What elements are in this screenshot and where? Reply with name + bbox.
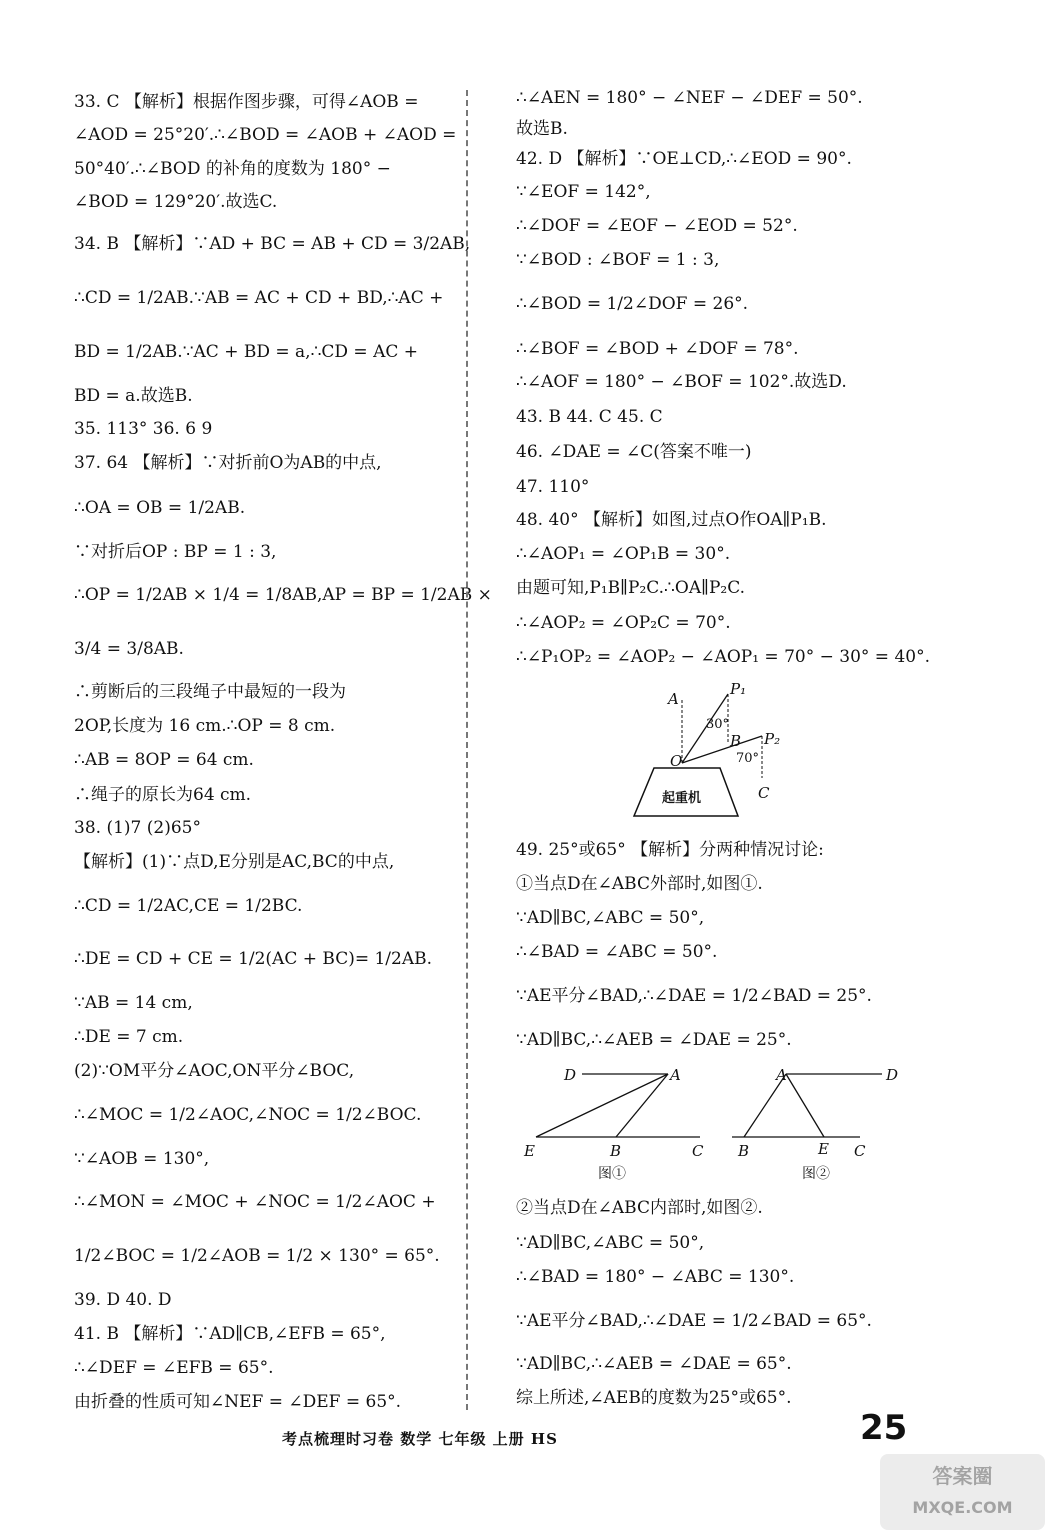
- right-line-8: ∴∠AOF = 180° − ∠BOF = 102°.故选D.: [516, 372, 847, 392]
- right-line-10: 46. ∠DAE = ∠C(答案不唯一): [516, 442, 752, 462]
- page-number: 25: [860, 1408, 908, 1448]
- watermark-text-url: MXQE.COM: [912, 1498, 1013, 1517]
- label-p1: P₁: [730, 680, 747, 698]
- figure-49-2: [726, 1062, 906, 1186]
- label-d: D: [886, 1066, 899, 1084]
- right-line-19: ∵AD∥BC,∠ABC = 50°,: [516, 908, 705, 928]
- left-line-14: ∴剪断后的三段绳子中最短的一段为: [74, 682, 346, 702]
- left-line-26: ∵∠AOB = 130°,: [74, 1149, 210, 1169]
- left-line-7: BD = a.故选B.: [74, 386, 193, 406]
- crane-label: 起重机: [662, 791, 702, 806]
- right-line-21: ∵AE平分∠BAD,∴∠DAE = 1/2∠BAD = 25°.: [516, 986, 872, 1006]
- right-line-7: ∴∠BOF = ∠BOD + ∠DOF = 78°.: [516, 339, 799, 359]
- right-line-17: 49. 25°或65° 【解析】分两种情况讨论:: [516, 840, 824, 860]
- right-line-11: 47. 110°: [516, 477, 590, 497]
- left-line-10: ∴OA = OB = 1/2AB.: [74, 498, 246, 518]
- label-c: C: [758, 784, 770, 802]
- left-line-18: 38. (1)7 (2)65°: [74, 818, 201, 838]
- right-line-22: ∵AD∥BC,∴∠AEB = ∠DAE = 25°.: [516, 1030, 792, 1050]
- column-divider: [466, 90, 468, 1410]
- label-b: B: [730, 732, 742, 750]
- left-line-15: 2OP,长度为 16 cm.∴OP = 8 cm.: [74, 716, 336, 736]
- caption-fig2: 图②: [802, 1166, 830, 1182]
- right-line-28: 综上所述,∠AEB的度数为25°或65°.: [516, 1388, 792, 1408]
- label-b: B: [610, 1142, 622, 1160]
- right-line-15: ∴∠AOP₂ = ∠OP₂C = 70°.: [516, 613, 731, 633]
- right-line-3: ∵∠EOF = 142°,: [516, 182, 651, 202]
- label-c: C: [692, 1142, 704, 1160]
- left-line-2: 50°40′.∴∠BOD 的补角的度数为 180° −: [74, 159, 391, 179]
- left-line-5: ∴CD = 1/2AB.∵AB = AC + CD + BD,∴AC +: [74, 288, 444, 308]
- right-line-27: ∵AD∥BC,∴∠AEB = ∠DAE = 65°.: [516, 1354, 792, 1374]
- label-a: A: [670, 1066, 681, 1084]
- label-d: D: [564, 1066, 577, 1084]
- right-line-18: ①当点D在∠ABC外部时,如图①.: [516, 874, 763, 894]
- left-line-9: 37. 64 【解析】∵对折前O为AB的中点,: [74, 453, 382, 473]
- left-line-31: ∴∠DEF = ∠EFB = 65°.: [74, 1358, 274, 1378]
- watermark-logo: [880, 1454, 1045, 1530]
- left-line-28: 1/2∠BOC = 1/2∠AOB = 1/2 × 130° = 65°.: [74, 1246, 440, 1266]
- line-ae: [536, 1074, 668, 1137]
- label-c: C: [854, 1142, 866, 1160]
- left-line-22: ∵AB = 14 cm,: [74, 993, 193, 1013]
- right-line-14: 由题可知,P₁B∥P₂C.∴OA∥P₂C.: [516, 578, 746, 598]
- left-line-32: 由折叠的性质可知∠NEF = ∠DEF = 65°.: [74, 1392, 402, 1412]
- right-line-24: ∵AD∥BC,∠ABC = 50°,: [516, 1233, 705, 1253]
- right-line-12: 48. 40° 【解析】如图,过点O作OA∥P₁B.: [516, 510, 827, 530]
- watermark-text-cn: 答案圈: [932, 1464, 993, 1488]
- left-line-25: ∴∠MOC = 1/2∠AOC,∠NOC = 1/2∠BOC.: [74, 1105, 422, 1125]
- left-line-8: 35. 113° 36. 6 9: [74, 419, 213, 439]
- line-ab: [616, 1074, 668, 1137]
- left-line-1: ∠AOD = 25°20′.∴∠BOD = ∠AOB + ∠AOD =: [74, 125, 457, 145]
- right-line-2: 42. D 【解析】∵OE⊥CD,∴∠EOD = 90°.: [516, 149, 852, 169]
- label-b: B: [738, 1142, 750, 1160]
- right-line-4: ∴∠DOF = ∠EOF − ∠EOD = 52°.: [516, 216, 798, 236]
- right-line-16: ∴∠P₁OP₂ = ∠AOP₂ − ∠AOP₁ = 70° − 30° = 40°.: [516, 647, 930, 667]
- label-o: O: [670, 752, 683, 770]
- left-line-24: (2)∵OM平分∠AOC,ON平分∠BOC,: [74, 1061, 355, 1081]
- line-ae: [786, 1074, 824, 1137]
- left-line-0: 33. C 【解析】根据作图步骤，可得∠AOB =: [74, 92, 419, 112]
- left-line-29: 39. D 40. D: [74, 1290, 172, 1310]
- right-line-26: ∵AE平分∠BAD,∴∠DAE = 1/2∠BAD = 65°.: [516, 1311, 872, 1331]
- label-p2: P₂: [764, 730, 781, 748]
- left-line-17: ∴绳子的原长为64 cm.: [74, 785, 252, 805]
- label-e: E: [818, 1140, 829, 1158]
- angle-70: 70°: [736, 751, 760, 766]
- right-line-23: ②当点D在∠ABC内部时,如图②.: [516, 1198, 763, 1218]
- right-line-9: 43. B 44. C 45. C: [516, 407, 663, 427]
- right-line-5: ∵∠BOD : ∠BOF = 1 : 3,: [516, 250, 720, 270]
- left-line-12: ∴OP = 1/2AB × 1/4 = 1/8AB,AP = BP = 1/2AB ×: [74, 585, 492, 605]
- left-line-16: ∴AB = 8OP = 64 cm.: [74, 750, 254, 770]
- right-line-1: 故选B.: [516, 119, 568, 139]
- left-line-6: BD = 1/2AB.∵AC + BD = a,∴CD = AC +: [74, 342, 419, 362]
- right-line-0: ∴∠AEN = 180° − ∠NEF − ∠DEF = 50°.: [516, 88, 863, 108]
- label-a: A: [776, 1066, 787, 1084]
- left-line-3: ∠BOD = 129°20′.故选C.: [74, 192, 278, 212]
- page-footer: 考点梳理时习卷 数学 七年级 上册 HS: [282, 1430, 558, 1448]
- left-line-19: 【解析】(1)∵点D,E分别是AC,BC的中点,: [74, 852, 395, 872]
- label-e: E: [524, 1142, 535, 1160]
- left-line-13: 3/4 = 3/8AB.: [74, 639, 184, 659]
- left-line-21: ∴DE = CD + CE = 1/2(AC + BC)= 1/2AB.: [74, 949, 433, 969]
- right-line-25: ∴∠BAD = 180° − ∠ABC = 130°.: [516, 1267, 795, 1287]
- right-line-6: ∴∠BOD = 1/2∠DOF = 26°.: [516, 294, 749, 314]
- right-line-13: ∴∠AOP₁ = ∠OP₁B = 30°.: [516, 544, 731, 564]
- left-line-4: 34. B 【解析】∵AD + BC = AB + CD = 3/2AB,: [74, 234, 471, 254]
- left-line-30: 41. B 【解析】∵AD∥CB,∠EFB = 65°,: [74, 1324, 386, 1344]
- right-line-20: ∴∠BAD = ∠ABC = 50°.: [516, 942, 718, 962]
- caption-fig1: 图①: [598, 1166, 626, 1182]
- figure-48-crane: [620, 678, 790, 818]
- left-line-11: ∵对折后OP : BP = 1 : 3,: [74, 542, 277, 562]
- left-line-27: ∴∠MON = ∠MOC + ∠NOC = 1/2∠AOC +: [74, 1192, 436, 1212]
- label-a: A: [668, 690, 679, 708]
- left-line-20: ∴CD = 1/2AC,CE = 1/2BC.: [74, 896, 303, 916]
- figure-49-1: [520, 1062, 720, 1186]
- angle-30: 30°: [706, 717, 730, 732]
- left-line-23: ∴DE = 7 cm.: [74, 1027, 184, 1047]
